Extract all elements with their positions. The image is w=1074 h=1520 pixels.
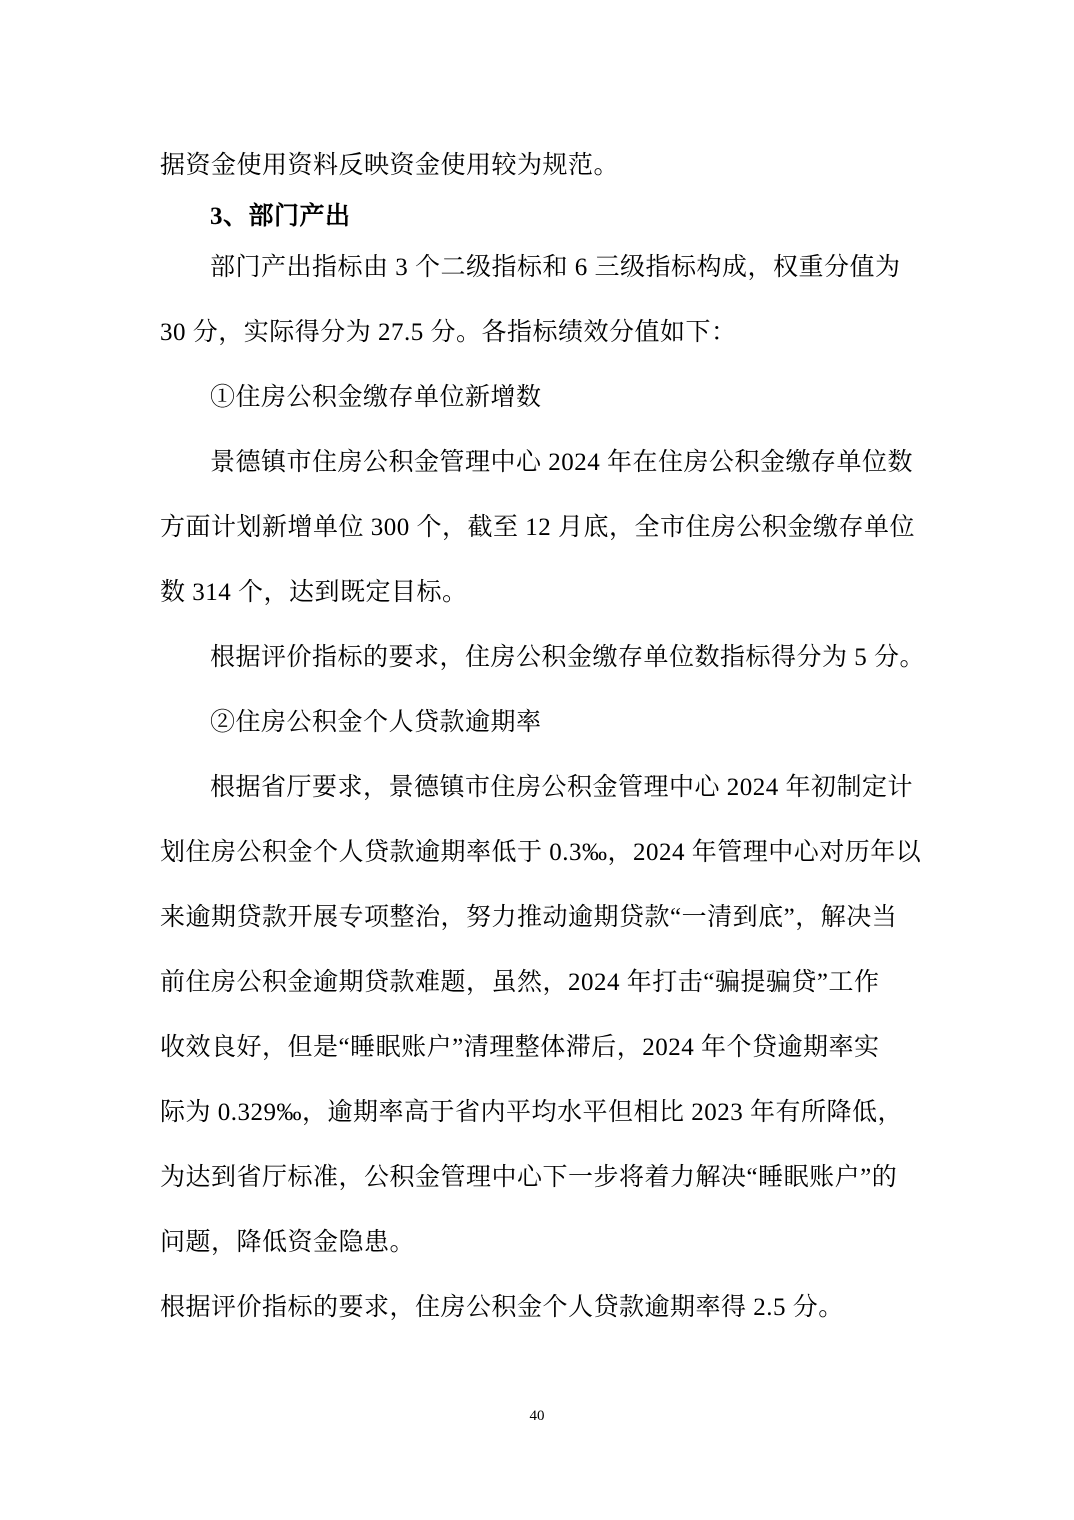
document-body: [160, 150, 926, 1357]
text-line: 根据省厅要求，景德镇市住房公积金管理中心 2024 年初制定计: [210, 774, 914, 801]
text-line: 问题，降低资金隐患。: [160, 1229, 416, 1256]
text-line: 30 分，实际得分为 27.5 分。各指标绩效分值如下：: [160, 319, 737, 346]
text-line: 根据评价指标的要求，住房公积金缴存单位数指标得分为 5 分。: [210, 644, 926, 671]
text-line: 为达到省厅标准，公积金管理中心下一步将着力解决“睡眠账户”的: [160, 1164, 898, 1191]
text-line: 际为 0.329‰，逾期率高于省内平均水平但相比 2023 年有所降低，: [160, 1099, 904, 1126]
section-heading: 3、部门产出: [210, 203, 351, 230]
text-line: 数 314 个，达到既定目标。: [160, 579, 468, 606]
text-line: 景德镇市住房公积金管理中心 2024 年在住房公积金缴存单位数: [210, 449, 914, 476]
text-line: 根据评价指标的要求，住房公积金个人贷款逾期率得 2.5 分。: [160, 1294, 844, 1321]
list-item-2-title: ②住房公积金个人贷款逾期率: [210, 709, 542, 736]
text-line: 据资金使用资料反映资金使用较为规范。: [160, 152, 620, 179]
page-number: 40: [529, 1408, 545, 1424]
list-item-1-title: ①住房公积金缴存单位新增数: [210, 384, 542, 411]
text-line: 方面计划新增单位 300 个，截至 12 月底，全市住房公积金缴存单位: [160, 514, 916, 541]
text-line: 前住房公积金逾期贷款难题，虽然，2024 年打击“骗提骗贷”工作: [160, 969, 880, 996]
text-line: 来逾期贷款开展专项整治，努力推动逾期贷款“一清到底”，解决当: [160, 904, 898, 931]
text-line: 划住房公积金个人贷款逾期率低于 0.3‰，2024 年管理中心对历年以: [160, 839, 922, 866]
text-line: 部门产出指标由 3 个二级指标和 6 三级指标构成，权重分值为: [210, 254, 901, 281]
text-line: 收效良好，但是“睡眠账户”清理整体滞后，2024 年个贷逾期率实: [160, 1034, 880, 1061]
